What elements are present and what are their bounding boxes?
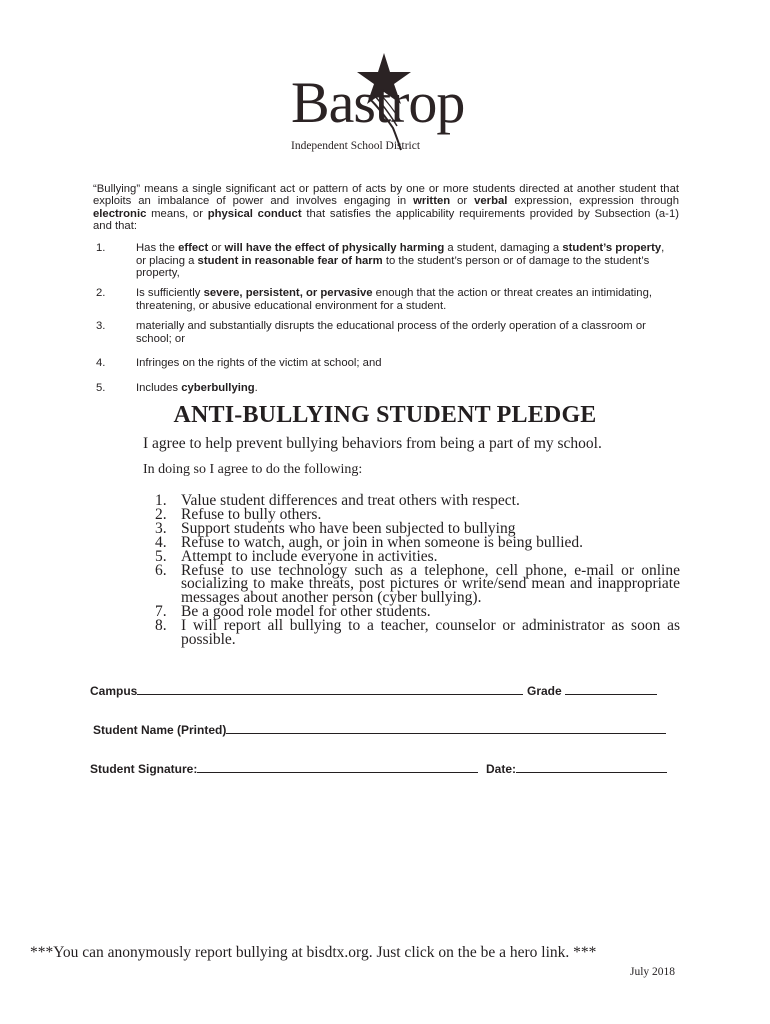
definition-electronic: electronic [93,207,147,220]
criteria-number: 3. [96,320,106,332]
definition-written: written [413,195,451,208]
pledge-item-number: 5. [155,547,167,565]
pledge-item-text: Refuse to use technology such as a telephone, cell phone, e-mail or online socializing to make threats, post pictures or write/send mean and inappropriate messages about another person (cyber bullying). [181,561,680,607]
student-name-label: Student Name (Printed) [93,723,227,737]
report-note: ***You can anonymously report bullying at bisdtx.org. Just click on the be a hero link. *** [30,944,597,961]
student-name-field [93,722,666,737]
pledge-item [155,561,680,607]
pledge-item [155,619,680,647]
campus-input-line[interactable] [137,683,523,695]
pledge-item-text: Support students who have been subjected to bullying [181,519,516,537]
document-date: July 2018 [630,966,676,978]
pledge-agreement: I agree to help prevent bullying behaviors from being a part of my school. [143,435,602,452]
date-field [486,761,667,776]
definition-text: expression, expression through [507,195,679,208]
pledge-item-number: 7. [155,603,167,621]
date-input-line[interactable] [516,761,667,773]
district-logo [285,48,495,160]
signature-input-line[interactable] [197,761,478,773]
definition-text: means, or [146,207,208,220]
signature-label: Student Signature: [90,762,198,776]
criteria-number: 1. [96,242,106,254]
logo-name: Bastrop [291,70,465,135]
date-label: Date: [486,762,517,776]
pledge-item-text: Attempt to include everyone in activities. [181,547,438,565]
campus-field [90,683,523,698]
pledge-intro: In doing so I agree to do the following: [143,462,363,477]
pledge-item-text: Refuse to bully others. [181,505,322,523]
pledge-item-number: 8. [155,617,167,635]
bullying-definition [93,183,679,233]
criteria-number: 4. [96,357,106,369]
pledge-item-number: 3. [155,519,167,537]
definition-text: or [450,195,475,208]
signature-field [90,761,478,776]
criteria-text: Infringes on the rights of the victim at school; and [136,357,382,369]
pledge-item-number: 4. [155,533,167,551]
pledge-item-text: I will report all bullying to a teacher, counselor or administrator as soon as possible. [181,617,680,649]
grade-input-line[interactable] [565,683,657,695]
student-name-input-line[interactable] [226,722,666,734]
definition-text: that satisfies the applicability requirements provided by Subsection (a-1) and that: [93,207,679,233]
pledge-item-text: Value student differences and treat others with respect. [181,492,520,509]
grade-label: Grade [527,684,562,698]
grade-field [527,683,657,698]
pledge-title: ANTI-BULLYING STUDENT PLEDGE [173,402,597,428]
pledge-item-number: 2. [155,505,167,523]
pledge-item-number: 1. [155,492,167,509]
pledge-item-number: 6. [155,561,167,579]
definition-quote: “Bullying” [93,183,141,195]
pledge-list [155,494,680,647]
definition-physical: physical conduct [207,207,302,220]
pledge-item-text: Refuse to watch, augh, or join in when someone is being bullied. [181,533,584,551]
criteria-text: Is sufficiently severe, persistent, or pervasive enough that the action or threat creates an intimidating, threatening, or abusive educational environment for a student. [136,287,653,312]
logo-subtitle: Independent School District [291,140,421,152]
pledge-item-text: Be a good role model for other students. [181,603,431,621]
criteria-text: Includes cyberbullying. [136,382,258,394]
criteria-text: materially and substantially disrupts the educational process of the orderly operation of a classroom or school; or [136,320,646,345]
criteria-number: 5. [96,382,106,394]
definition-verbal: verbal [474,195,508,208]
definition-text: means a single significant act or pattern of acts by one or more students directed at another student that exploits an imbalance of power and involves engaging in [93,183,679,208]
criteria-number: 2. [96,287,106,299]
criteria-text: Has the effect or will have the effect of physically harming a student, damaging a student’s property, or placing a student in reasonable fear of harm to the student’s person or of damage to the student’s property, [136,242,665,280]
campus-label: Campus [90,684,138,698]
